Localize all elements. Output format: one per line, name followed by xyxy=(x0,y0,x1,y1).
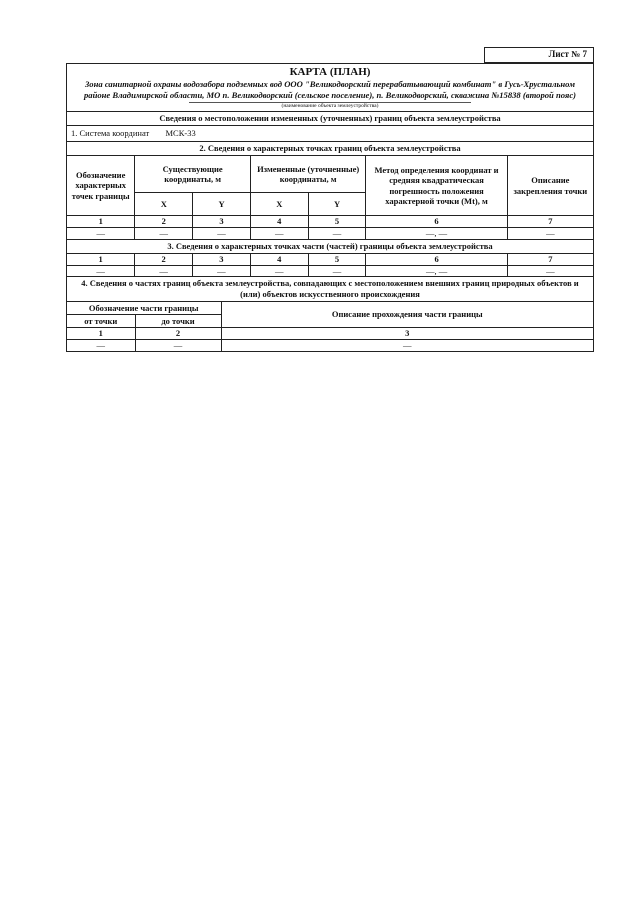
section1-title: Сведения о местоположении измененных (уточненных) границ объекта землеустройства xyxy=(67,112,593,126)
num-cell: 2 xyxy=(135,254,193,266)
data-cell: — xyxy=(507,265,593,276)
form-header xyxy=(67,64,593,112)
table-row xyxy=(67,228,593,239)
section4-table-wrap xyxy=(67,302,593,351)
num-cell: 7 xyxy=(507,254,593,266)
data-cell: — xyxy=(67,265,135,276)
num-cell: 1 xyxy=(67,216,135,228)
col-passage-description: Описание прохождения части границы xyxy=(221,302,593,328)
num-cell: 7 xyxy=(507,216,593,228)
section3-number-row xyxy=(67,254,593,266)
data-cell: — xyxy=(193,228,251,239)
data-cell: — xyxy=(67,228,135,239)
data-cell: — xyxy=(193,265,251,276)
col-changed-y: Y xyxy=(308,193,366,216)
col-changed: Измененные (уточненные) координаты, м xyxy=(250,156,365,193)
table-row xyxy=(67,340,593,351)
col-to-point: до точки xyxy=(135,315,221,328)
num-cell: 4 xyxy=(250,216,308,228)
data-cell: — xyxy=(135,265,193,276)
num-cell: 4 xyxy=(250,254,308,266)
coordinate-system-label: 1. Система координат xyxy=(71,128,150,138)
section4-number-row xyxy=(67,328,593,340)
section2-title: 2. Сведения о характерных точках границ объекта землеустройства xyxy=(67,142,593,156)
data-cell: — xyxy=(308,228,366,239)
form-title: КАРТА (ПЛАН) xyxy=(289,66,371,78)
coordinate-system-row xyxy=(67,126,593,142)
data-cell: — xyxy=(507,228,593,239)
section4-title: 4. Сведения о частях границ объекта землеустройства, совпадающих с местоположением внешних границ природных объектов и (или) объектов искусственного происхождения xyxy=(67,277,593,302)
data-cell: — xyxy=(135,340,221,351)
num-cell: 1 xyxy=(67,328,135,340)
num-cell: 5 xyxy=(308,216,366,228)
num-cell: 1 xyxy=(67,254,135,266)
section3-table xyxy=(67,254,593,277)
col-existing-x: X xyxy=(135,193,193,216)
num-cell: 6 xyxy=(366,254,507,266)
num-cell: 3 xyxy=(193,216,251,228)
coordinate-system-value: МСК-33 xyxy=(165,128,196,138)
num-cell: 2 xyxy=(135,216,193,228)
col-existing-y: Y xyxy=(193,193,251,216)
section3-table-wrap xyxy=(67,254,593,278)
col-from-point: от точки xyxy=(67,315,135,328)
map-plan-form xyxy=(66,63,594,352)
section2-number-row xyxy=(67,216,593,228)
num-cell: 6 xyxy=(366,216,507,228)
num-cell: 3 xyxy=(193,254,251,266)
section2-table-wrap xyxy=(67,156,593,240)
data-cell: — xyxy=(250,228,308,239)
table-row xyxy=(67,265,593,276)
col-designation: Обозначение характерных точек границы xyxy=(67,156,135,216)
col-existing: Существующие координаты, м xyxy=(135,156,251,193)
data-cell: — xyxy=(135,228,193,239)
data-cell: —, — xyxy=(366,228,507,239)
num-cell: 5 xyxy=(308,254,366,266)
data-cell: — xyxy=(221,340,593,351)
col-changed-x: X xyxy=(250,193,308,216)
data-cell: — xyxy=(250,265,308,276)
col-part-designation: Обозначение части границы xyxy=(67,302,221,315)
data-cell: —, — xyxy=(366,265,507,276)
section3-title: 3. Сведения о характерных точках части (частей) границы объекта землеустройства xyxy=(67,240,593,254)
col-method: Метод определения координат и средняя квадратическая погрешность положения характерной точки (Mt), м xyxy=(366,156,507,216)
data-cell: — xyxy=(308,265,366,276)
num-cell: 2 xyxy=(135,328,221,340)
object-name-caption: (наименование объекта землеустройства) xyxy=(189,102,472,110)
section4-table xyxy=(67,302,593,351)
num-cell: 3 xyxy=(221,328,593,340)
section2-table xyxy=(67,156,593,239)
data-cell: — xyxy=(67,340,135,351)
sheet-number: Лист № 7 xyxy=(484,47,594,63)
col-description: Описание закрепления точки xyxy=(507,156,593,216)
object-name: Зона санитарной охраны водозабора подземных вод ООО "Великодворский перерабатывающий комбинат" в Гусь-Хрустальном районе Владимирской области, МО п. Великодворский (сельское поселение), п. Великодворский, скважина №15838 (второй пояс) xyxy=(83,79,577,100)
